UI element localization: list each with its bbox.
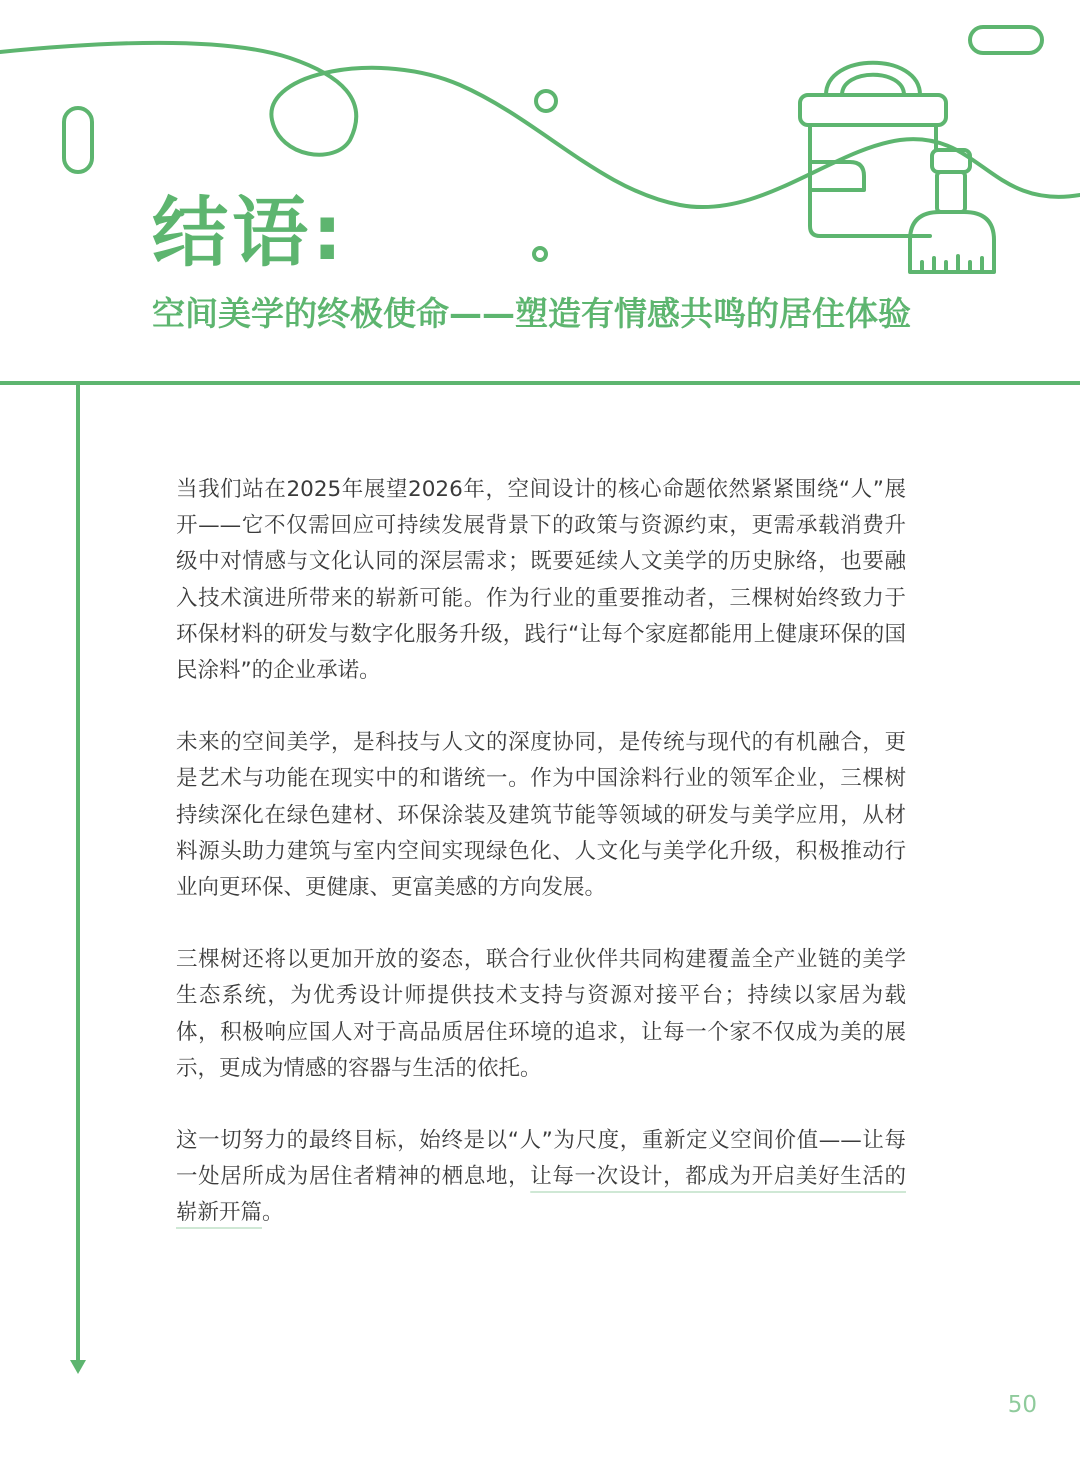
arrow-down-icon bbox=[70, 1360, 86, 1374]
body-text bbox=[176, 472, 906, 1268]
paragraph: 未来的空间美学，是科技与人文的深度协同，是传统与现代的有机融合，更是艺术与功能在现实中的和谐统一。作为中国涂料行业的领军企业，三棵树持续深化在绿色建材、环保涂装及建筑节能等领域的研发与美学应用，从材料源头助力建筑与室内空间实现绿色化、人文化与美学化升级，积极推动行业向更环保、更健康、更富美感的方向发展。 bbox=[176, 730, 906, 901]
page-subtitle: 空间美学的终极使命——塑造有情感共鸣的居住体验 bbox=[152, 294, 911, 333]
closing-end: 。 bbox=[262, 1200, 284, 1226]
pill-shape-icon bbox=[970, 27, 1042, 53]
page-title: 结语: bbox=[152, 188, 347, 277]
closing-paragraph bbox=[176, 1123, 906, 1232]
paint-bucket-icon bbox=[800, 63, 946, 236]
paragraph: 三棵树还将以更加开放的姿态，联合行业伙伴共同构建覆盖全产业链的美学生态系统，为优秀设计师提供技术支持与资源对接平台；持续以家居为载体，积极响应国人对于高品质居住环境的追求，让每一个家不仅成为美的展示，更成为情感的容器与生活的依托。 bbox=[176, 947, 906, 1081]
circle-icon bbox=[534, 248, 546, 260]
closing-emphasis: 让每一次设计，都成为开启美好生活的崭新开篇 bbox=[176, 1164, 906, 1226]
pill-shape-icon bbox=[64, 108, 92, 172]
circle-icon bbox=[536, 91, 556, 111]
closing-lead: 这一切努力的最终目标，始终是以“人”为尺度，重新定义空间价值——让每一处居所成为居住者精神的栖息地， bbox=[176, 1128, 906, 1190]
paragraph: 当我们站在2025年展望2026年，空间设计的核心命题依然紧紧围绕“人”展开——它不仅需回应可持续发展背景下的政策与资源约束，更需承载消费升级中对情感与文化认同的深层需求；既要延续人文美学的历史脉络，也要融入技术演进所带来的崭新可能。作为行业的重要推动者，三棵树始终致力于环保材料的研发与数字化服务升级，践行“让每个家庭都能用上健康环保的国民涂料”的企业承诺。 bbox=[176, 477, 906, 684]
page-number: 50 bbox=[1007, 1392, 1037, 1418]
